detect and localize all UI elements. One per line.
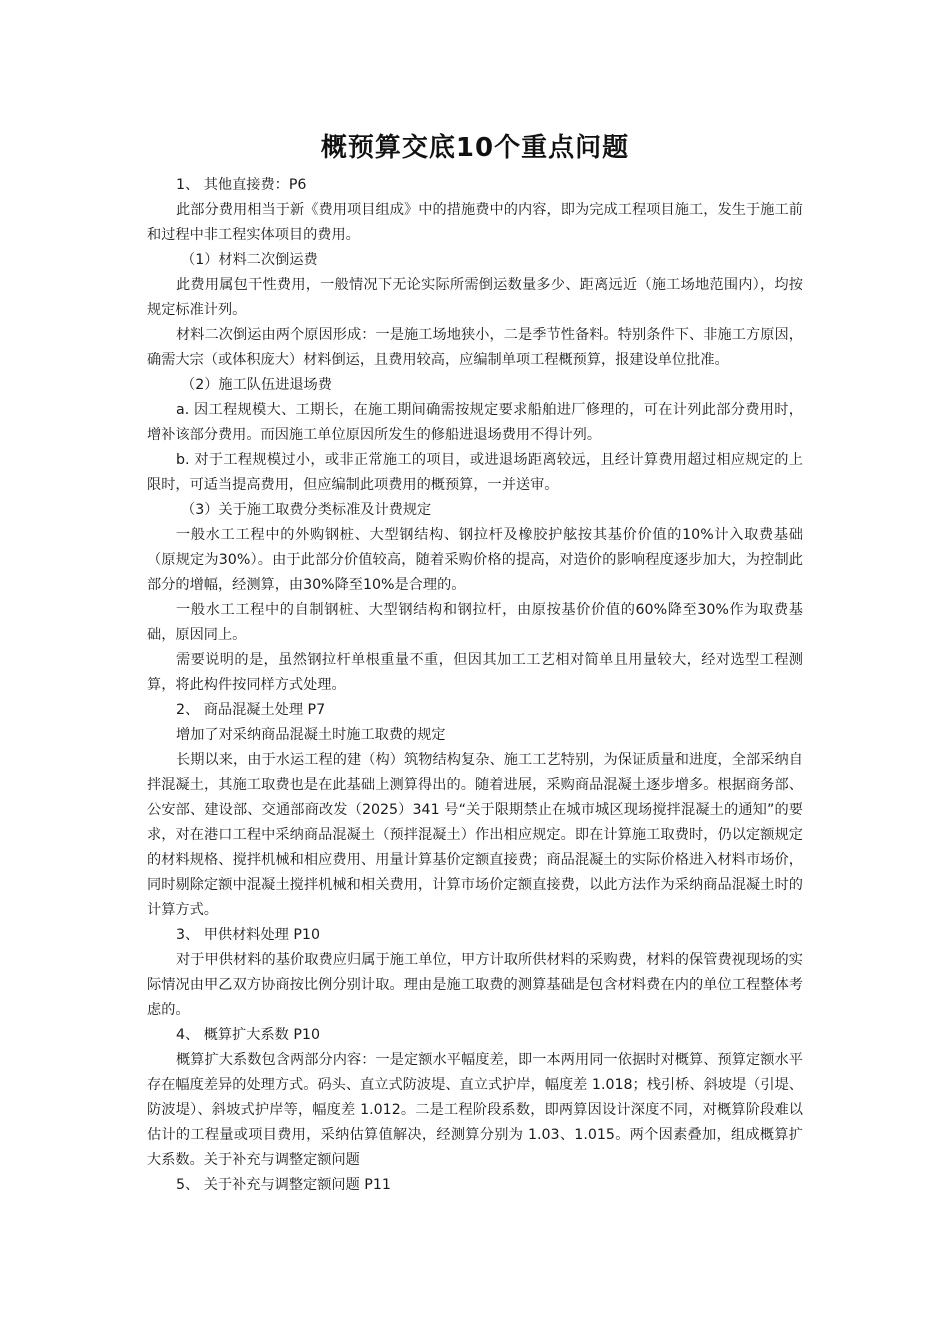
- body-paragraph: 增加了对采纳商品混凝土时施工取费的规定: [176, 727, 446, 743]
- section-heading: 3、 甲供材料处理 P10: [176, 927, 320, 943]
- subsection-heading: （1）材料二次倒运费: [181, 252, 318, 268]
- document-body: [147, 173, 803, 1198]
- body-paragraph: 需要说明的是，虽然钢拉杆单根重量不重，但因其加工工艺相对简单且用量较大，经对选型工程测算，将此构件按同样方式处理。: [147, 652, 803, 693]
- body-paragraph: 对于甲供材料的基价取费应归属于施工单位，甲方计取所供材料的采购费，材料的保管费视现场的实际情况由甲乙双方协商按比例分别计取。理由是施工取费的测算基础是包含材料费在内的单位工程整体考虑的。: [147, 952, 803, 1018]
- body-paragraph: a. 因工程规模大、工期长，在施工期间确需按规定要求船舶进厂修理的，可在计列此部分费用时，增补该部分费用。而因施工单位原因所发生的修船进退场费用不得计列。: [147, 402, 803, 443]
- document-title: 概预算交底10个重点问题: [320, 133, 630, 163]
- body-paragraph: 概算扩大系数包含两部分内容：一是定额水平幅度差，即一本两用同一依据时对概算、预算定额水平存在幅度差异的处理方式。码头、直立式防波堤、直立式护岸，幅度差 1.018；栈引桥、斜坡堤（引堤、防波堤）、斜坡式护岸等，幅度差 1.012。二是工程阶段系数，即两算因设计深度不同，对概算阶段难以估计的工程量或项目费用，采纳估算值解决，经测算分别为 1.03、1.015。两个因素叠加，组成概算扩大系数。关于补充与调整定额问题: [147, 1052, 803, 1168]
- body-paragraph: 此部分费用相当于新《费用项目组成》中的措施费中的内容，即为完成工程项目施工，发生于施工前和过程中非工程实体项目的费用。: [147, 202, 803, 243]
- subsection-heading: （3）关于施工取费分类标准及计费规定: [181, 502, 432, 518]
- section-heading: 5、 关于补充与调整定额问题 P11: [176, 1177, 391, 1193]
- subsection-heading: （2）施工队伍进退场费: [181, 377, 332, 393]
- body-paragraph: 此费用属包干性费用，一般情况下无论实际所需倒运数量多少、距离远近（施工场地范围内），均按规定标准计列。: [147, 277, 803, 318]
- section-heading: 1、 其他直接费：P6: [176, 177, 307, 193]
- body-paragraph: 材料二次倒运由两个原因形成：一是施工场地狭小，二是季节性备料。特别条件下、非施工方原因，确需大宗（或体积庞大）材料倒运，且费用较高，应编制单项工程概预算，报建设单位批准。: [147, 327, 803, 368]
- body-paragraph: 长期以来，由于水运工程的建（构）筑物结构复杂、施工工艺特别，为保证质量和进度，全部采纳自拌混凝土，其施工取费也是在此基础上测算得出的。随着进展，采购商品混凝土逐步增多。根据商务部、公安部、建设部、交通部商改发（2025）341 号“关于限期禁止在城市城区现场搅拌混凝土的通知”的要求，对在港口工程中采纳商品混凝土（预拌混凝土）作出相应规定。即在计算施工取费时，仍以定额规定的材料规格、搅拌机械和相应费用、用量计算基价定额直接费；商品混凝土的实际价格进入材料市场价，同时剔除定额中混凝土搅拌机械和相关费用，计算市场价定额直接费，以此方法作为采纳商品混凝土时的计算方式。: [147, 752, 803, 918]
- section-heading: 4、 概算扩大系数 P10: [176, 1027, 320, 1043]
- body-paragraph: b. 对于工程规模过小，或非正常施工的项目，或进退场距离较远，且经计算费用超过相应规定的上限时，可适当提高费用，但应编制此项费用的概预算，一并送审。: [147, 452, 803, 493]
- section-heading: 2、 商品混凝土处理 P7: [176, 702, 326, 718]
- body-paragraph: 一般水工工程中的自制钢桩、大型钢结构和钢拉杆，由原按基价价值的60%降至30%作为取费基础，原因同上。: [147, 602, 803, 643]
- body-paragraph: 一般水工工程中的外购钢桩、大型钢结构、钢拉杆及橡胶护舷按其基价价值的10%计入取费基础（原规定为30%）。由于此部分价值较高，随着采购价格的提高，对造价的影响程度逐步加大，为控制此部分的增幅，经测算，由30%降至10%是合理的。: [147, 527, 803, 593]
